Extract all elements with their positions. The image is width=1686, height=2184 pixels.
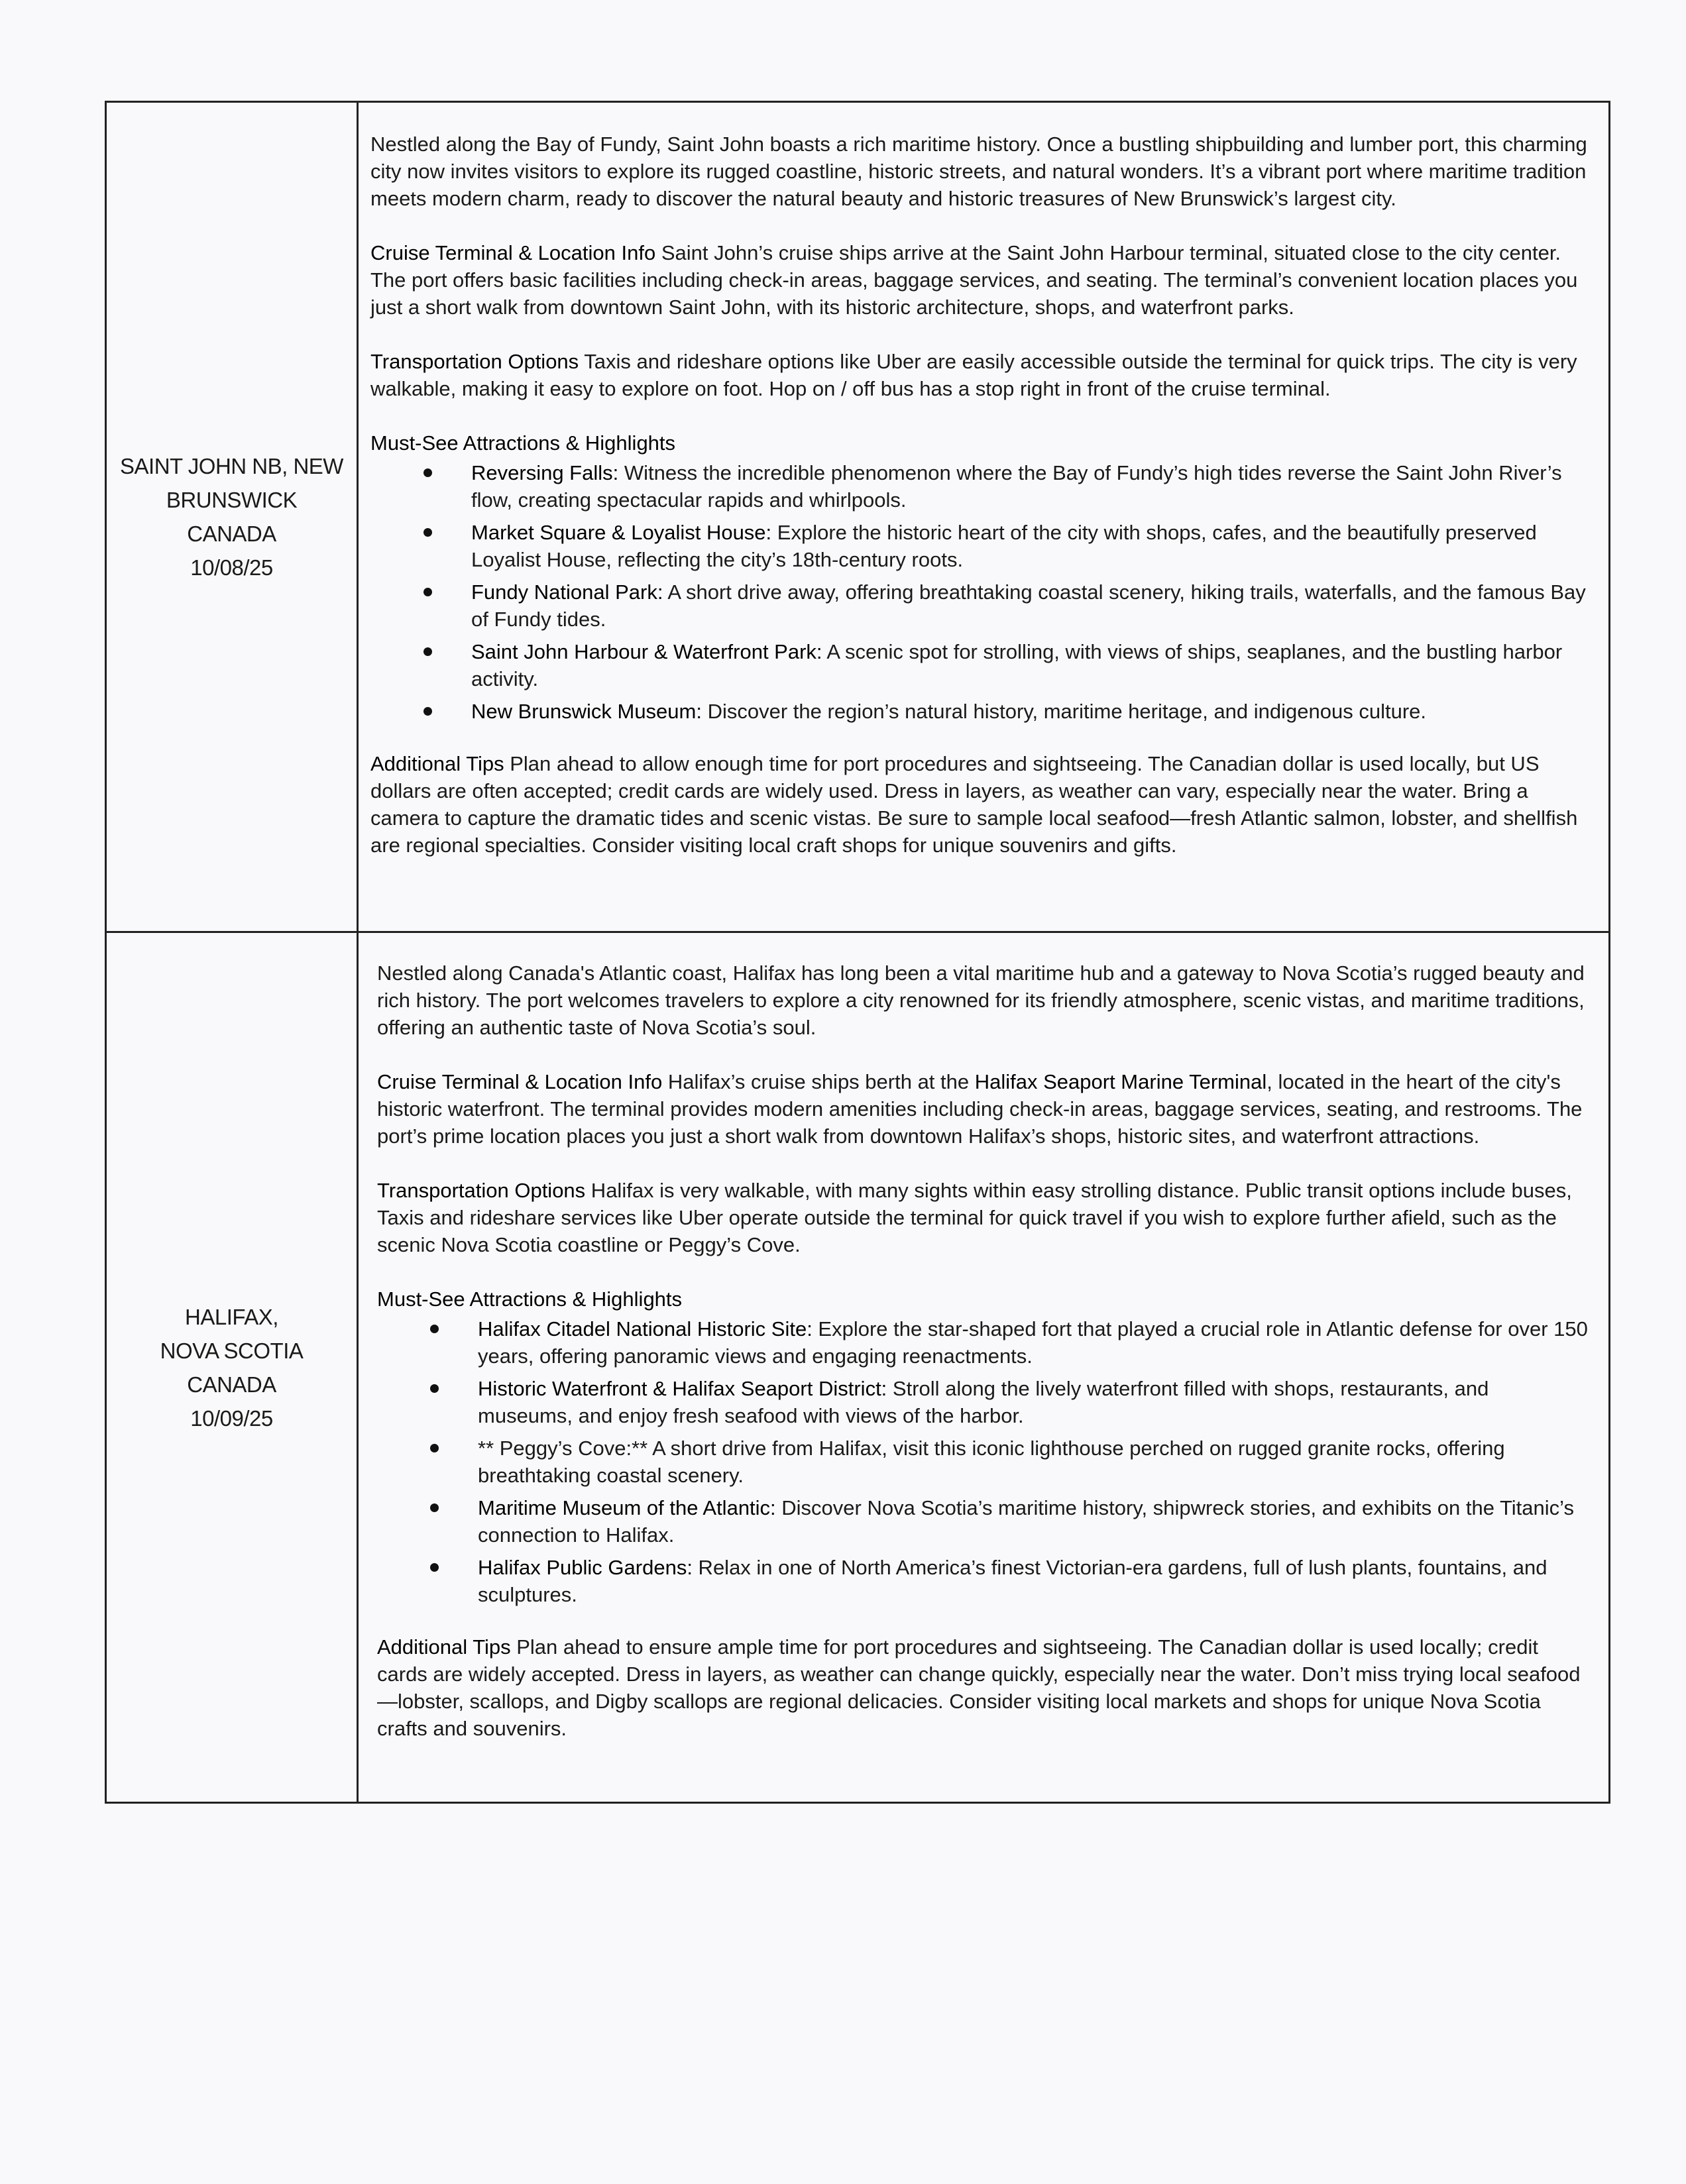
port-row-halifax xyxy=(107,931,1608,1802)
attraction-name: Halifax Public Gardens: xyxy=(478,1556,693,1579)
port-content-cell xyxy=(359,103,1608,931)
attraction-name: Halifax Citadel National Historic Site: xyxy=(478,1317,813,1340)
attraction-text: A short drive away, offering breathtaking coastal scenery, hiking trails, waterfalls, and the famous Bay of Fundy tides. xyxy=(471,580,1586,631)
list-item xyxy=(377,1435,1589,1489)
tips-heading: Additional Tips xyxy=(370,752,504,775)
port-label-line: HALIFAX, xyxy=(185,1304,278,1329)
port-content-cell xyxy=(359,933,1608,1802)
transport-info xyxy=(377,1177,1589,1258)
itinerary-table xyxy=(105,101,1610,1804)
list-item xyxy=(370,638,1589,692)
port-date: 10/08/25 xyxy=(190,555,273,580)
attraction-text: Explore the star-shaped fort that played a crucial role in Atlantic defense for over 150 years, offering panoramic views and engaging reenactments. xyxy=(478,1317,1588,1368)
list-item xyxy=(377,1375,1589,1429)
bullet-icon xyxy=(423,528,432,537)
port-date: 10/09/25 xyxy=(190,1405,273,1431)
port-label-line: NOVA SCOTIA xyxy=(160,1338,304,1363)
list-item xyxy=(370,519,1589,573)
attraction-text: Witness the incredible phenomenon where the Bay of Fundy’s high tides reverse the Saint John River’s flow, creating spectacular rapids and whirlpools. xyxy=(471,461,1562,512)
port-intro: Nestled along the Bay of Fundy, Saint John boasts a rich maritime history. Once a bustling shipbuilding and lumber port, this charming city now invites visitors to explore its rugged coastline, historic streets, and natural wonders. It’s a vibrant port where maritime tradition meets modern charm, ready to discover the natural beauty and historic treasures of New Brunswick’s largest city. xyxy=(370,133,1587,210)
port-label-line: SAINT JOHN NB, NEW xyxy=(120,454,343,478)
attraction-text: A scenic spot for strolling, with views of ships, seaplanes, and the bustling harbor activity. xyxy=(471,640,1563,690)
port-intro: Nestled along Canada's Atlantic coast, Halifax has long been a vital maritime hub and a gateway to Nova Scotia’s rugged beauty and rich history. The port welcomes travelers to explore a city renowned for its friendly atmosphere, scenic vistas, and maritime traditions, offering an authentic taste of Nova Scotia’s soul. xyxy=(377,961,1585,1039)
bullet-icon xyxy=(423,707,432,716)
tips-text: Plan ahead to allow enough time for port procedures and sightseeing. The Canadian dollar is used locally, but US dollars are often accepted; credit cards are widely used. Dress in layers, as weather can vary, especially near the water. Bring a camera to capture the dramatic tides and scenic vistas. Be sure to sample local seafood—fresh Atlantic salmon, lobster, and shellfish are regional specialties. Consider visiting local craft shops for unique souvenirs and gifts. xyxy=(370,752,1578,857)
attraction-text: Discover Nova Scotia’s maritime history, shipwreck stories, and exhibits on the Titanic’s connection to Halifax. xyxy=(478,1496,1574,1547)
additional-tips xyxy=(377,1633,1589,1742)
transport-text: Halifax is very walkable, with many sights within easy strolling distance. Public transit options include buses, Taxis and rideshare services like Uber operate outside the terminal for quick travel if you wish to explore further afield, such as the scenic Nova Scotia coastline or Peggy’s Cove. xyxy=(377,1179,1572,1256)
attraction-text: ** Peggy’s Cove:** A short drive from Halifax, visit this iconic lighthouse perched on rugged granite rocks, offering breathtaking coastal scenery. xyxy=(478,1437,1505,1487)
attraction-text: Stroll along the lively waterfront filled with shops, restaurants, and museums, and enjoy fresh seafood with views of the harbor. xyxy=(478,1377,1489,1427)
list-item xyxy=(377,1315,1589,1370)
attraction-name: Saint John Harbour & Waterfront Park: xyxy=(471,640,822,663)
bullet-icon xyxy=(423,588,432,596)
terminal-info xyxy=(370,239,1589,321)
list-item xyxy=(377,1554,1589,1608)
list-item xyxy=(370,578,1589,633)
terminal-info xyxy=(377,1068,1589,1150)
additional-tips xyxy=(370,750,1589,859)
attractions-list xyxy=(370,459,1589,725)
transport-info xyxy=(370,348,1589,402)
attraction-name: Fundy National Park: xyxy=(471,580,663,604)
port-label-cell xyxy=(107,103,359,931)
terminal-text-continued: , located in the heart of the city's historic waterfront. The terminal provides modern amenities including check-in areas, baggage services, seating, and restrooms. The port’s prime location places you just a short walk from downtown Halifax’s shops, historic sites, and waterfront attractions. xyxy=(377,1070,1583,1148)
bullet-icon xyxy=(430,1325,439,1333)
port-label-line: BRUNSWICK xyxy=(166,488,298,512)
terminal-text: Saint John’s cruise ships arrive at the Saint John Harbour terminal, situated close to the city center. The port offers basic facilities including check-in areas, baggage services, and seating. The terminal’s convenient location places you just a short walk from downtown Saint John, with its historic architecture, shops, and waterfront parks. xyxy=(370,241,1578,319)
attraction-name: Maritime Museum of the Atlantic: xyxy=(478,1496,776,1519)
bullet-icon xyxy=(430,1563,439,1572)
port-row-saint-john xyxy=(107,103,1608,931)
terminal-heading: Cruise Terminal & Location Info xyxy=(370,241,656,264)
list-item xyxy=(377,1494,1589,1549)
bullet-icon xyxy=(430,1384,439,1393)
attraction-name: Reversing Falls: xyxy=(471,461,619,484)
terminal-heading: Cruise Terminal & Location Info xyxy=(377,1070,663,1093)
port-label-cell xyxy=(107,933,359,1802)
bullet-icon xyxy=(430,1503,439,1512)
terminal-name: Halifax Seaport Marine Terminal xyxy=(974,1070,1267,1093)
list-item xyxy=(370,459,1589,514)
terminal-text: Halifax’s cruise ships berth at the xyxy=(662,1070,975,1093)
bullet-icon xyxy=(430,1444,439,1452)
attraction-name: Historic Waterfront & Halifax Seaport District: xyxy=(478,1377,887,1400)
transport-heading: Transportation Options xyxy=(377,1179,586,1202)
list-item xyxy=(370,698,1589,725)
attraction-name: Market Square & Loyalist House: xyxy=(471,521,772,544)
port-label-line: CANADA xyxy=(187,1372,276,1397)
tips-heading: Additional Tips xyxy=(377,1635,511,1659)
tips-text: Plan ahead to ensure ample time for port procedures and sightseeing. The Canadian dollar is used locally; credit cards are widely accepted. Dress in layers, as weather can change quickly, especially near the water. Don’t miss trying local seafood—lobster, scallops, and Digby scallops are regional delicacies. Consider visiting local markets and shops for unique Nova Scotia crafts and souvenirs. xyxy=(377,1635,1581,1740)
transport-text: Taxis and rideshare options like Uber are easily accessible outside the terminal for quick trips. The city is very walkable, making it easy to explore on foot. Hop on / off bus has a stop right in front of the cruise terminal. xyxy=(370,350,1577,400)
attractions-heading: Must-See Attractions & Highlights xyxy=(377,1287,683,1311)
transport-heading: Transportation Options xyxy=(370,350,579,373)
bullet-icon xyxy=(423,647,432,656)
bullet-icon xyxy=(423,468,432,477)
attractions-heading: Must-See Attractions & Highlights xyxy=(370,431,676,455)
attraction-text: Discover the region’s natural history, maritime heritage, and indigenous culture. xyxy=(701,700,1427,723)
attraction-name: New Brunswick Museum: xyxy=(471,700,702,723)
attraction-text: Relax in one of North America’s finest Victorian-era gardens, full of lush plants, fountains, and sculptures. xyxy=(478,1556,1547,1606)
attraction-text: Explore the historic heart of the city with shops, cafes, and the beautifully preserved Loyalist House, reflecting the city’s 18th-century roots. xyxy=(471,521,1537,571)
port-label-line: CANADA xyxy=(187,521,276,546)
attractions-list xyxy=(377,1315,1589,1608)
